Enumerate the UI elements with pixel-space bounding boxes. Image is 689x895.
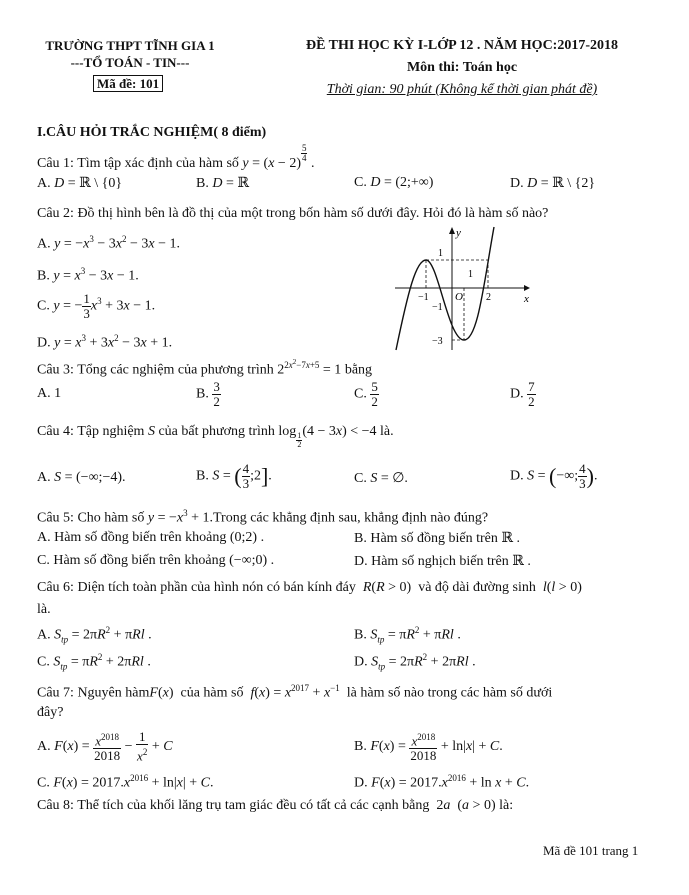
- question-5-option-d[interactable]: D. Hàm số nghịch biến trên ℝ .: [354, 554, 531, 569]
- question-5-option-b[interactable]: B. Hàm số đồng biến trên ℝ .: [354, 531, 521, 546]
- question-3-stem: Câu 3: Tổng các nghiệm của phương trình $2^{2x^2-7x+5} = 1$ bằng: [37, 358, 373, 378]
- question-6-option-d[interactable]: D. $S_{tp} = 2\pi R^2 + 2\pi Rl$ .: [354, 652, 476, 672]
- question-2-option-a[interactable]: A. $y = -x^3 - 3x^2 - 3x - 1$.: [37, 234, 181, 252]
- question-6-option-c[interactable]: C. $S_{tp} = \pi R^2 + 2\pi Rl$ .: [37, 652, 151, 672]
- question-1-option-a[interactable]: A. D = ℝ \ {0}: [37, 176, 123, 191]
- question-1-option-b[interactable]: B. D = ℝ: [196, 176, 249, 191]
- tick-label-y1: 1: [438, 248, 443, 259]
- question-7-option-c[interactable]: C. $F(x) = 2017.x^{2016} + \ln|x| + C$.: [37, 773, 214, 791]
- question-8-stem: Câu 8: Thể tích của khối lăng trụ tam giác đều có tất cả các cạnh bằng 2a (a > 0) là:: [37, 798, 514, 813]
- tick-label-y-neg3: −3: [432, 336, 443, 347]
- question-1-stem: Câu 1: Tìm tập xác định của hàm số y = (x − 2) $^{\frac{5}{4}}$ .: [37, 143, 315, 172]
- tick-label-x1: 1: [468, 269, 473, 280]
- question-3-option-b[interactable]: B. $\frac{3}{2}$: [196, 379, 220, 409]
- question-7-stem-tail: đây?: [37, 705, 64, 720]
- question-2-option-b[interactable]: B. $y = x^3 - 3x - 1$.: [37, 266, 139, 284]
- question-4-option-b[interactable]: B. S = ( $\frac{4}{3}$ ;2].: [196, 461, 272, 491]
- question-6-stem-tail: là.: [37, 602, 51, 617]
- question-7-option-d[interactable]: D. $F(x) = 2017.x^{2016} + \ln x + C$.: [354, 773, 530, 791]
- question-7-option-b[interactable]: B. F(x) = $\frac{x^{2018}}{2018}$ + ln|x| + C.: [354, 732, 503, 764]
- question-4-option-a[interactable]: A. S = (−∞;−4).: [37, 470, 126, 485]
- exam-title: ĐỀ THI HỌC KỲ I-LỚP 12 . NĂM HỌC:2017-2018: [305, 38, 619, 53]
- question-5-option-a[interactable]: A. Hàm số đồng biến trên khoảng (0;2) .: [37, 530, 265, 545]
- question-5-option-c[interactable]: C. Hàm số đồng biến trên khoảng (−∞;0) .: [37, 553, 275, 568]
- page-footer: Mã đề 101 trang 1: [543, 843, 639, 858]
- exam-subject: Môn thi: Toán học: [406, 60, 518, 75]
- question-1-option-c[interactable]: C. D = (2;+∞): [354, 175, 434, 190]
- y-axis-arrow: [449, 227, 455, 234]
- question-6-option-b[interactable]: B. $S_{tp} = \pi R^2 + \pi Rl$ .: [354, 625, 461, 645]
- x-axis-arrow: [524, 285, 530, 291]
- tick-label-x2: 2: [486, 292, 491, 303]
- function-graph: [390, 222, 540, 354]
- question-4-option-d[interactable]: D. S = (−∞; $\frac{4}{3}$ ).: [510, 461, 598, 491]
- question-7-option-a[interactable]: A. F(x) = $\frac{x^{2018}}{2018}$ − $\frac{1}{x^2}$ + C: [37, 729, 173, 764]
- question-3-option-c[interactable]: C. $\frac{5}{2}$: [354, 379, 378, 409]
- question-4-option-c[interactable]: C. S = ∅.: [354, 471, 408, 486]
- exam-time: Thời gian: 90 phút (Không kể thời gian phát đề): [326, 82, 598, 97]
- question-4-stem: Câu 4: Tập nghiệm S của bất phương trình log $_{\frac{1}{2}}$ (4 − 3x) < −4 là.: [37, 424, 394, 450]
- exam-code-box: Mã đề: 101: [93, 76, 163, 92]
- question-3-option-d[interactable]: D. $\frac{7}{2}$: [510, 379, 535, 409]
- question-3-option-a[interactable]: A. 1: [37, 386, 62, 401]
- question-6-option-a[interactable]: A. $S_{tp} = 2\pi R^2 + \pi Rl$ .: [37, 625, 152, 645]
- question-2-stem: Câu 2: Đồ thị hình bên là đồ thị của một trong bốn hàm số dưới đây. Hỏi đó là hàm số nào?: [37, 206, 549, 221]
- question-5-stem: Câu 5: Cho hàm số $y = -x^3$ + 1.Trong các khẳng định sau, khẳng định nào đúng?: [37, 508, 489, 526]
- question-6-stem: Câu 6: Diện tích toàn phần của hình nón có bán kính đáy R(R > 0) và độ dài đường sinh l(l > 0): [37, 580, 582, 595]
- question-1-option-d[interactable]: D. D = ℝ \ {2}: [510, 176, 596, 191]
- question-2-option-c[interactable]: C. y = − $\frac{1}{3}$ $x^3 + 3x - 1$.: [37, 291, 156, 321]
- origin-label: O: [455, 291, 463, 303]
- section-title: I.CÂU HỎI TRẮC NGHIỆM( 8 điểm): [37, 125, 267, 140]
- department-name: ---TỔ TOÁN - TIN---: [70, 55, 190, 70]
- x-axis-label: x: [524, 293, 529, 305]
- y-axis-label: y: [456, 227, 461, 239]
- tick-label-y-neg1: −1: [432, 302, 443, 313]
- tick-label-x-neg1: −1: [418, 292, 429, 303]
- question-7-stem: Câu 7: Nguyên hàmF(x) của hàm số $f(x) = x^{2017} + x^{-1}$ là hàm số nào trong các hàm số dưới: [37, 683, 553, 701]
- question-2-option-d[interactable]: D. $y = x^3 + 3x^2 - 3x + 1$.: [37, 333, 173, 351]
- school-name: TRƯỜNG THPT TĨNH GIA 1: [45, 38, 215, 53]
